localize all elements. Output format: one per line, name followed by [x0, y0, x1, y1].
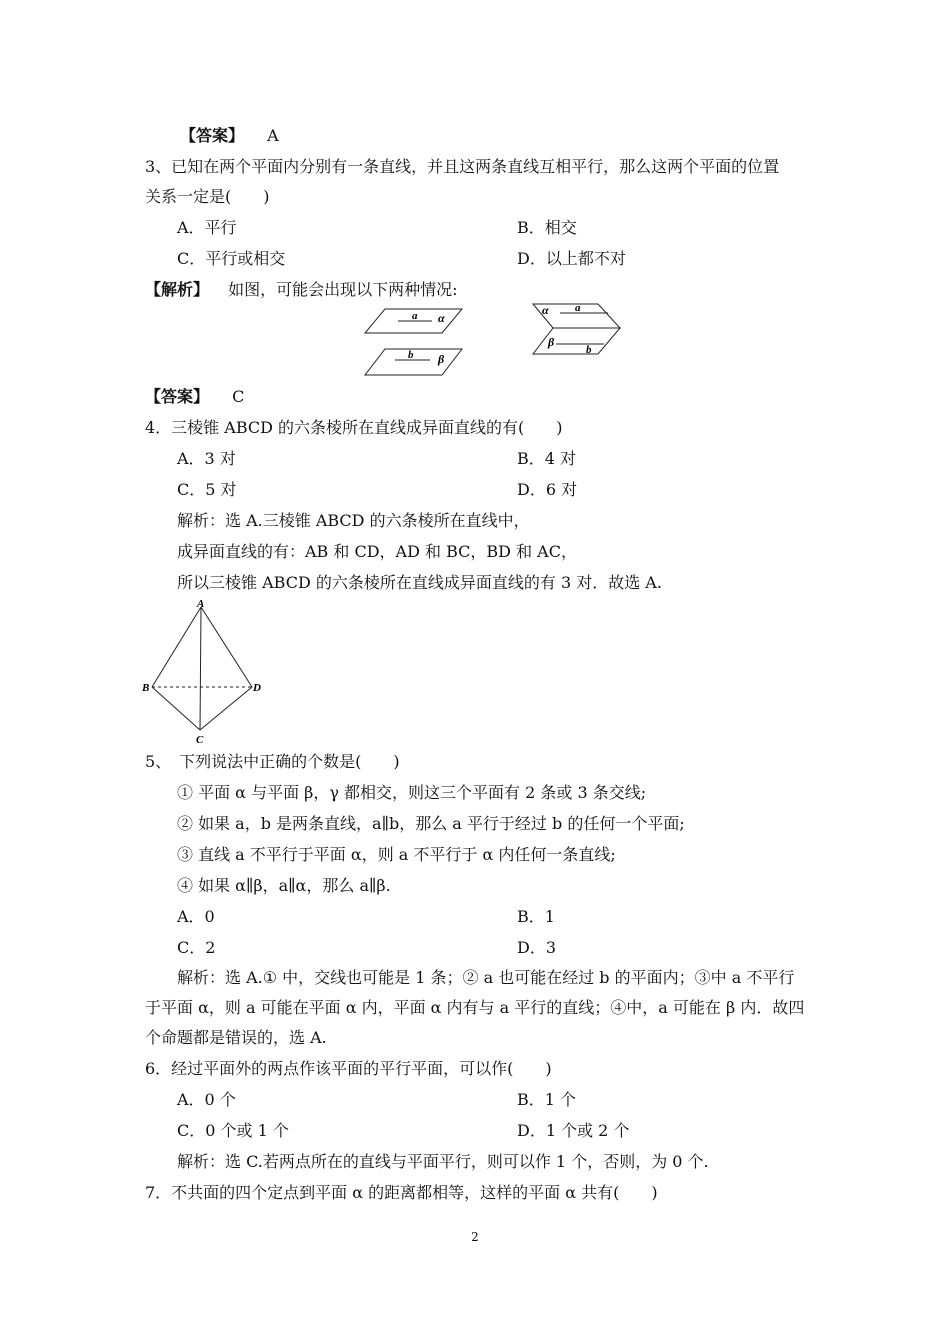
answer-label: 【答案】	[145, 387, 210, 406]
answer-label: 【答案】	[180, 126, 245, 145]
q6-option-a: A．0 个	[177, 1090, 236, 1109]
q3-option-d: D．以上都不对	[517, 249, 626, 268]
q5-option-a: A．0	[177, 907, 215, 926]
edge-dc	[200, 687, 252, 730]
q5-analysis-line1: 解析：选 A.① 中，交线也可能是 1 条；② a 也可能在经过 b 的平面内；③中 a 不平行	[177, 968, 795, 987]
intersecting-planes-figure	[528, 300, 628, 362]
q3-analysis	[145, 279, 458, 301]
q4-stem: 4．三棱锥 ABCD 的六条棱所在直线成异面直线的有( )	[145, 418, 563, 437]
vertex-d-label: D	[253, 682, 261, 694]
edge-bc	[152, 687, 200, 730]
label-alpha: α	[438, 311, 445, 325]
q5-option-d: D．3	[517, 938, 557, 957]
q5-statement-1: ① 平面 α 与平面 β，γ 都相交，则这三个平面有 2 条或 3 条交线;	[177, 783, 647, 802]
analysis-label: 【解析】	[145, 280, 210, 299]
label-beta: β	[438, 352, 445, 366]
q3-answer	[145, 386, 244, 408]
analysis-text: 如图，可能会出现以下两种情况:	[228, 280, 458, 299]
q4-analysis-line2: 成异面直线的有：AB 和 CD，AD 和 BC，BD 和 AC，	[177, 542, 577, 561]
q6-option-b: B．1 个	[517, 1090, 577, 1109]
q4-analysis-line3: 所以三棱锥 ABCD 的六条棱所在直线成异面直线的有 3 对．故选 A.	[177, 573, 662, 592]
q3-stem-line1: 3、已知在两个平面内分别有一条直线，并且这两条直线互相平行，那么这两个平面的位置	[145, 157, 780, 176]
q5-option-c: C．2	[177, 938, 216, 957]
edge-ad	[201, 607, 252, 687]
plane-beta	[365, 349, 462, 375]
q5-statement-2: ② 如果 a，b 是两条直线，a∥b，那么 a 平行于经过 b 的任何一个平面;	[177, 814, 685, 833]
q4-option-a: A．3 对	[177, 449, 236, 468]
label-b: b	[408, 349, 414, 361]
q3-option-a: A．平行	[177, 218, 237, 237]
q6-analysis: 解析：选 C.若两点所在的直线与平面平行，则可以作 1 个，否则，为 0 个.	[177, 1152, 709, 1171]
q3-option-b: B．相交	[517, 218, 577, 237]
vertex-a-label: A	[197, 598, 205, 610]
tetrahedron-figure	[140, 597, 270, 745]
q6-option-c: C．0 个或 1 个	[177, 1121, 289, 1140]
answer-value: A	[267, 126, 279, 145]
q4-option-b: B．4 对	[517, 449, 577, 468]
q5-statement-3: ③ 直线 a 不平行于平面 α，则 a 不平行于 α 内任何一条直线;	[177, 845, 616, 864]
q5-analysis-line2: 于平面 α，则 a 可能在平面 α 内，平面 α 内有与 a 平行的直线；④中，a 可能在 β 内．故四	[145, 998, 805, 1017]
q4-option-d: D．6 对	[517, 480, 578, 499]
q5-stem: 5、 下列说法中正确的个数是( )	[145, 752, 400, 771]
q5-analysis-line3: 个命题都是错误的，选 A.	[145, 1028, 327, 1047]
edge-ab	[152, 607, 201, 687]
answer-value: C	[232, 387, 245, 406]
q6-option-d: D．1 个或 2 个	[517, 1121, 630, 1140]
plane-beta	[533, 328, 620, 354]
label-b: b	[586, 344, 592, 356]
q4-analysis-line1: 解析：选 A.三棱锥 ABCD 的六条棱所在直线中，	[177, 511, 530, 530]
parallel-planes-figure	[360, 305, 470, 380]
label-alpha: α	[542, 303, 549, 317]
page-number: 2	[471, 1230, 479, 1244]
q5-option-b: B．1	[517, 907, 555, 926]
q6-stem: 6．经过平面外的两点作该平面的平行平面，可以作( )	[145, 1059, 552, 1078]
label-a: a	[575, 302, 581, 314]
label-a: a	[412, 310, 418, 322]
q4-option-c: C．5 对	[177, 480, 237, 499]
vertex-c-label: C	[196, 734, 204, 745]
q5-statement-4: ④ 如果 α∥β，a∥α，那么 a∥β.	[177, 876, 391, 895]
vertex-b-label: B	[142, 682, 150, 694]
q3-option-c: C．平行或相交	[177, 249, 286, 268]
label-beta: β	[548, 335, 555, 349]
q7-stem: 7．不共面的四个定点到平面 α 的距离都相等，这样的平面 α 共有( )	[145, 1183, 658, 1202]
q2-answer	[180, 125, 279, 147]
q3-stem-line2: 关系一定是( )	[145, 187, 270, 206]
edge-ac	[200, 607, 201, 730]
